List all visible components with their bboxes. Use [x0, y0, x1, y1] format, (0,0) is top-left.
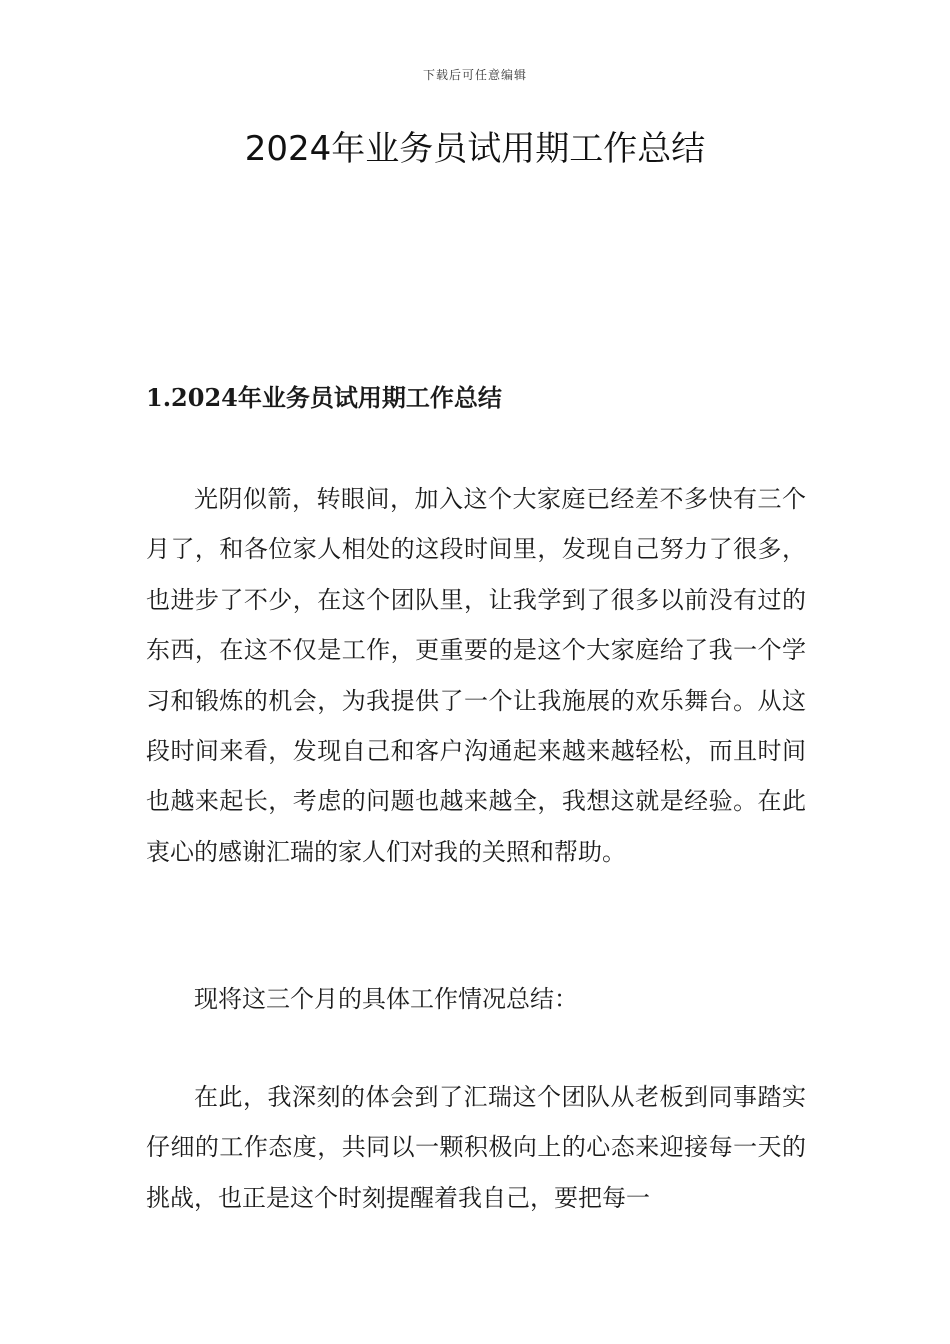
section-heading: 1.2024年业务员试用期工作总结 — [146, 383, 502, 412]
paragraph-team-reflection: 在此，我深刻的体会到了汇瑞这个团队从老板到同事踏实仔细的工作态度，共同以一颗积极向上的心态来迎接每一天的挑战，也正是这个时刻提醒着我自己，要把每一 — [146, 1083, 806, 1212]
paragraph-intro: 光阴似箭，转眼间，加入这个大家庭已经差不多快有三个月了，和各位家人相处的这段时间里，发现自己努力了很多，也进步了不少，在这个团队里，让我学到了很多以前没有过的东西，在这不仅是工作，更重要的是这个大家庭给了我一个学习和锻炼的机会，为我提供了一个让我施展的欢乐舞台。从这段时间来看，发现自己和客户沟通起来越来越轻松，而且时间也越来起长，考虑的问题也越来越全，我想这就是经验。在此衷心的感谢汇瑞的家人们对我的关照和帮助。 — [146, 485, 806, 866]
document-title: 2024年业务员试用期工作总结 — [244, 129, 706, 169]
paragraph-summary-lead: 现将这三个月的具体工作情况总结： — [194, 985, 578, 1013]
header-note: 下载后可任意编辑 — [422, 68, 527, 82]
